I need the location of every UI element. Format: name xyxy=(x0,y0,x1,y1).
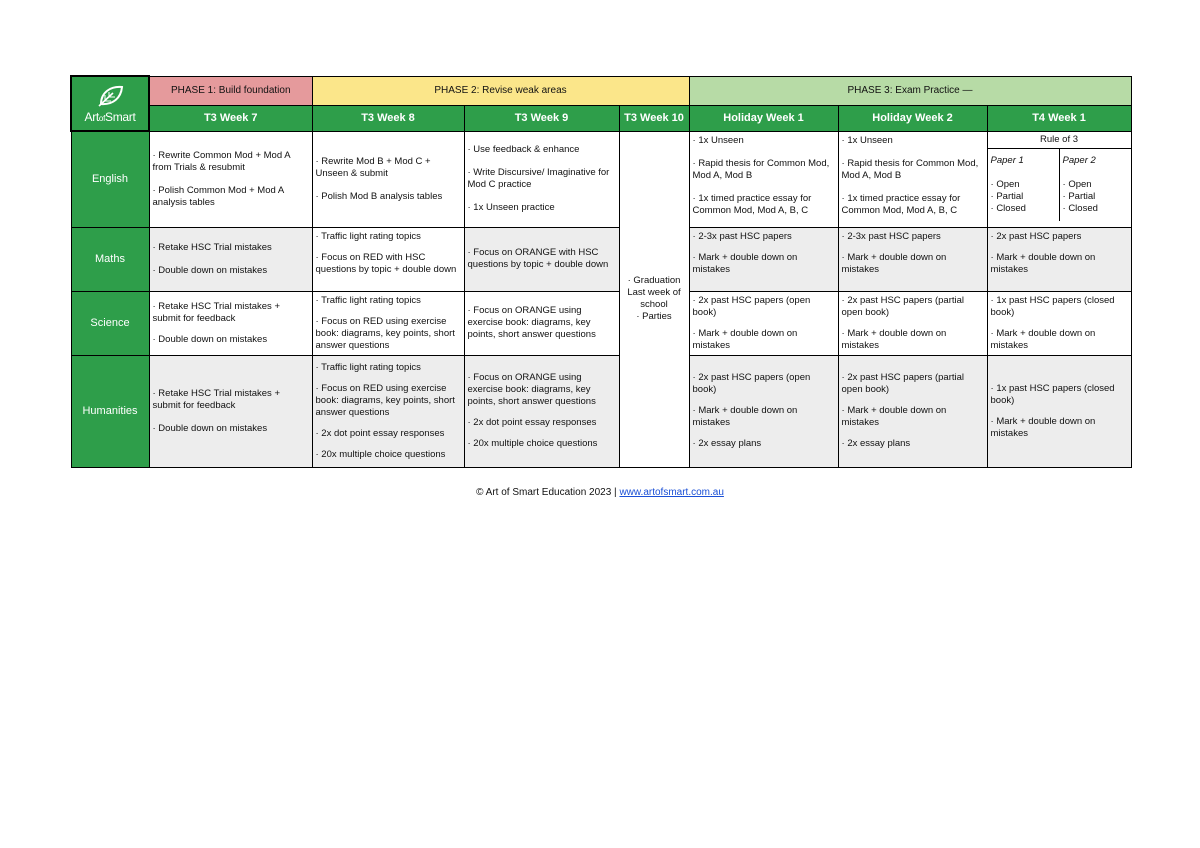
english-w8-cell: · Rewrite Mod B + Mod C + Unseen & submit · Polish Mod B analysis tables xyxy=(312,131,464,227)
logo-text: ArtofSmart xyxy=(84,109,136,124)
humanities-h1-cell: · 2x past HSC papers (open book) · Mark + double down on mistakes · 2x essay plans xyxy=(689,355,838,467)
science-h1-cell: · 2x past HSC papers (open book) · Mark + double down on mistakes xyxy=(689,291,838,355)
humanities-h2-cell: · 2x past HSC papers (partial open book) · Mark + double down on mistakes · 2x essay plans xyxy=(838,355,987,467)
footer xyxy=(0,487,1200,498)
week-header: T3 Week 9 xyxy=(464,105,619,131)
maths-w7-cell: · Retake HSC Trial mistakes · Double down on mistakes xyxy=(149,227,312,291)
week-header: Holiday Week 1 xyxy=(689,105,838,131)
science-w7-cell: · Retake HSC Trial mistakes + submit for feedback · Double down on mistakes xyxy=(149,291,312,355)
english-w9-cell: · Use feedback & enhance · Write Discursive/ Imaginative for Mod C practice · 1x Unseen practice xyxy=(464,131,619,227)
footer-link[interactable]: www.artofsmart.com.au xyxy=(619,487,724,498)
english-t4-cell xyxy=(987,131,1131,227)
week-header: Holiday Week 2 xyxy=(838,105,987,131)
paper-2-col: Paper 2 · Open · Partial · Closed xyxy=(1059,149,1131,221)
maths-t4-cell: · 2x past HSC papers · Mark + double down on mistakes xyxy=(987,227,1131,291)
humanities-w7-cell: · Retake HSC Trial mistakes + submit for feedback · Double down on mistakes xyxy=(149,355,312,467)
subject-humanities: Humanities xyxy=(71,355,149,467)
phase-2-header: PHASE 2: Revise weak areas xyxy=(312,76,689,105)
maths-w8-cell: · Traffic light rating topics · Focus on RED with HSC questions by topic + double down xyxy=(312,227,464,291)
science-w9-cell: · Focus on ORANGE using exercise book: diagrams, key points, short answer questions xyxy=(464,291,619,355)
english-h1-cell: · 1x Unseen · Rapid thesis for Common Mod, Mod A, Mod B · 1x timed practice essay for Common Mod, Mod A, B, C xyxy=(689,131,838,227)
week-header: T3 Week 7 xyxy=(149,105,312,131)
english-w7-cell: · Rewrite Common Mod + Mod A from Trials & resubmit · Polish Common Mod + Mod A analysis tables xyxy=(149,131,312,227)
paper-1-col: Paper 1 · Open · Partial · Closed xyxy=(990,154,1026,214)
subject-maths: Maths xyxy=(71,227,149,291)
humanities-w9-cell: · Focus on ORANGE using exercise book: diagrams, key points, short answer questions · 2x dot point essay responses · 20x multiple choice questions xyxy=(464,355,619,467)
footer-text: © Art of Smart Education 2023 | xyxy=(476,487,620,498)
week10-cell xyxy=(619,131,689,467)
logo xyxy=(71,76,149,131)
phase-1-header: PHASE 1: Build foundation xyxy=(149,76,312,105)
week-header: T4 Week 1 xyxy=(987,105,1131,131)
week10-text: · Graduation Last week of school · Parties xyxy=(627,275,681,322)
science-w8-cell: · Traffic light rating topics · Focus on RED using exercise book: diagrams, key points, short answer questions xyxy=(312,291,464,355)
rule-of-3-title: Rule of 3 xyxy=(988,132,1131,149)
week-header: T3 Week 10 xyxy=(619,105,689,131)
science-t4-cell: · 1x past HSC papers (closed book) · Mark + double down on mistakes xyxy=(987,291,1131,355)
maths-w9-cell: · Focus on ORANGE with HSC questions by topic + double down xyxy=(464,227,619,291)
phase-3-header: PHASE 3: Exam Practice — xyxy=(689,76,1131,105)
subject-english: English xyxy=(71,131,149,227)
leaf-icon xyxy=(95,84,125,108)
humanities-t4-cell: · 1x past HSC papers (closed book) · Mark + double down on mistakes xyxy=(987,355,1131,467)
science-h2-cell: · 2x past HSC papers (partial open book) · Mark + double down on mistakes xyxy=(838,291,987,355)
subject-science: Science xyxy=(71,291,149,355)
maths-h1-cell: · 2-3x past HSC papers · Mark + double down on mistakes xyxy=(689,227,838,291)
maths-h2-cell: · 2-3x past HSC papers · Mark + double down on mistakes xyxy=(838,227,987,291)
english-h2-cell: · 1x Unseen · Rapid thesis for Common Mod, Mod A, Mod B · 1x timed practice essay for Common Mod, Mod A, B, C xyxy=(838,131,987,227)
study-plan-table xyxy=(70,75,1132,468)
humanities-w8-cell: · Traffic light rating topics · Focus on RED using exercise book: diagrams, key points, short answer questions · 2x dot point essay responses · 20x multiple choice questions xyxy=(312,355,464,467)
week-header: T3 Week 8 xyxy=(312,105,464,131)
